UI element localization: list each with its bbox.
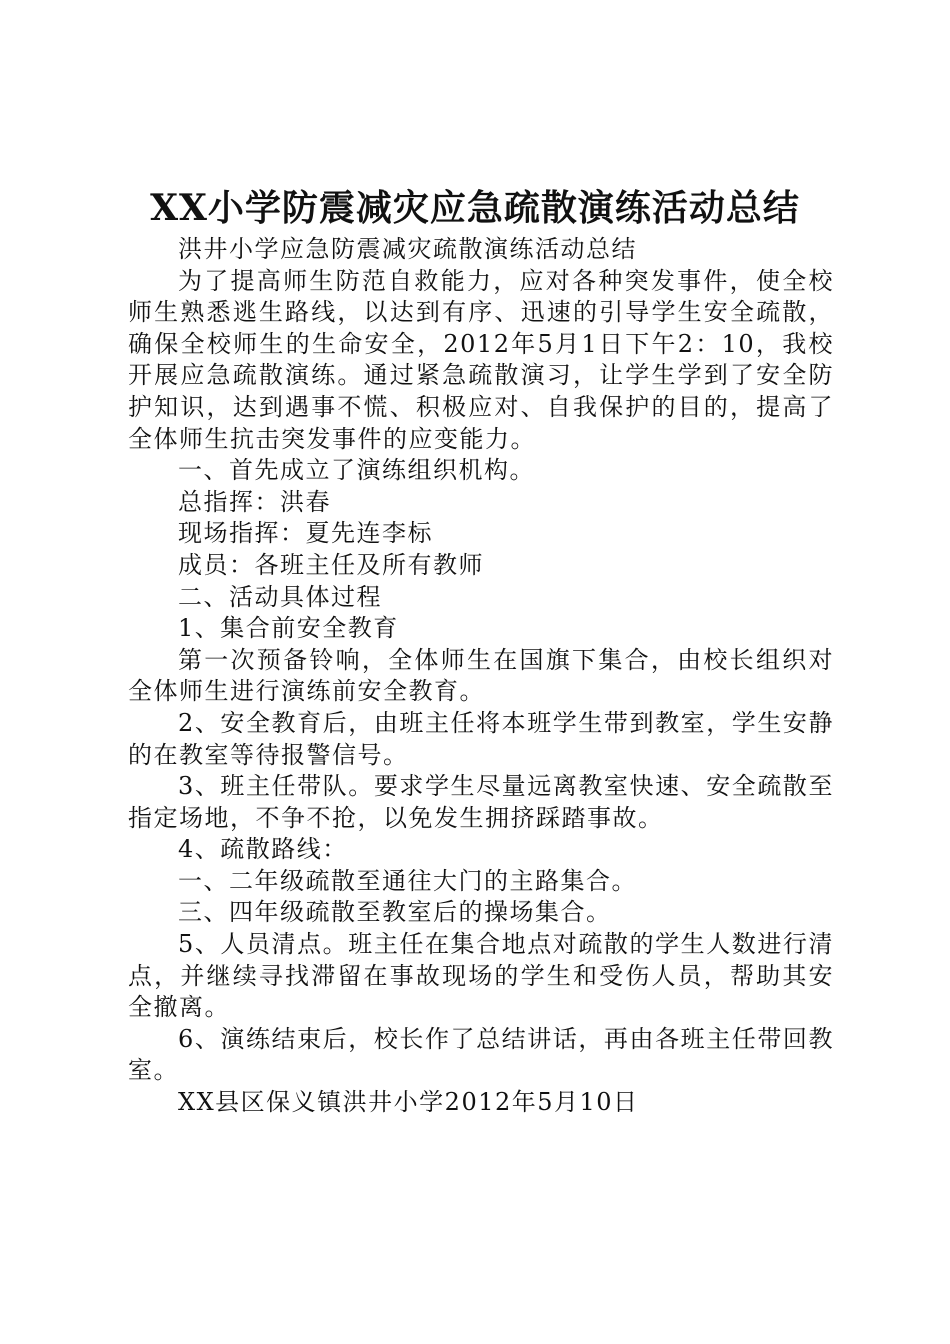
document-title: XX小学防震减灾应急疏散演练活动总结 bbox=[150, 187, 800, 229]
route-line: 三、四年级疏散至教室后的操场集合。 bbox=[178, 898, 612, 927]
step-paragraph: 3、班主任带队。要求学生尽量远离教室快速、安全疏散至指定场地，不争不抢，以免发生拥挤踩踏事故。 bbox=[128, 772, 834, 832]
section-heading: 一、首先成立了演练组织机构。 bbox=[178, 456, 535, 485]
subtitle-paragraph: 洪井小学应急防震减灾疏散演练活动总结 bbox=[178, 235, 637, 263]
intro-paragraph: 为了提高师生防范自救能力，应对各种突发事件，使全校师生熟悉逃生路线，以达到有序、迅速的引导学生安全疏散，确保全校师生的生命安全，2012年5月1日下午2：10，我校开展应急疏散演练。通过紧急疏散演习，让学生学到了安全防护知识，达到遇事不慌、积极应对、自我保护的目的，提高了全体师生抗击突发事件的应变能力。 bbox=[128, 266, 834, 453]
document-body bbox=[128, 234, 834, 1119]
route-line: 一、二年级疏散至通往大门的主路集合。 bbox=[178, 866, 637, 895]
step-heading: 1、集合前安全教育 bbox=[178, 614, 399, 643]
step-paragraph: 5、人员清点。班主任在集合地点对疏散的学生人数进行清点，并继续寻找滞留在事故现场的学生和受伤人员，帮助其安全撤离。 bbox=[128, 930, 834, 1022]
members-line: 成员：各班主任及所有教师 bbox=[178, 550, 484, 579]
step-paragraph: 6、演练结束后，校长作了总结讲话，再由各班主任带回教室。 bbox=[128, 1024, 834, 1085]
field-commander-line: 现场指挥：夏先连李标 bbox=[178, 519, 433, 548]
step-heading: 4、疏散路线： bbox=[178, 835, 348, 864]
step-paragraph: 2、安全教育后，由班主任将本班学生带到教室，学生安静的在教室等待报警信号。 bbox=[128, 708, 834, 769]
step-paragraph: 第一次预备铃响，全体师生在国旗下集合，由校长组织对全体师生进行演练前安全教育。 bbox=[128, 645, 834, 706]
signature-line: XX县区保义镇洪井小学2012年5月10日 bbox=[178, 1088, 639, 1117]
commander-line: 总指挥：洪春 bbox=[178, 487, 331, 516]
section-heading: 二、活动具体过程 bbox=[178, 582, 382, 611]
